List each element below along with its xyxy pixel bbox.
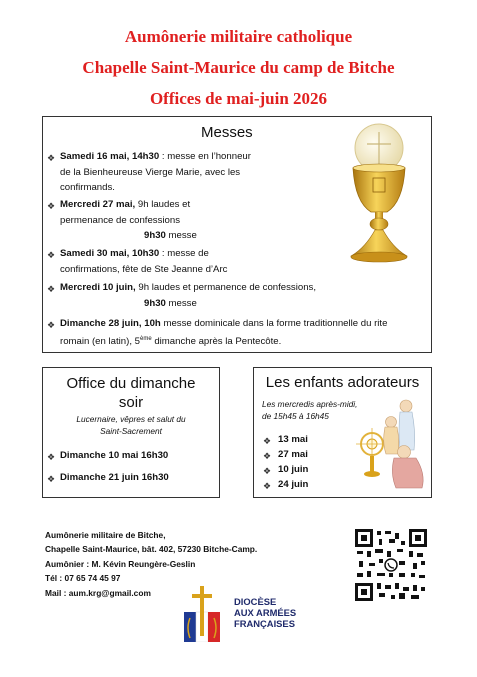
evening-title bbox=[43, 374, 219, 412]
bullet-icon: ❖ bbox=[47, 153, 56, 163]
mass-item-3-date: Samedi 30 mai, 10h30 bbox=[60, 248, 160, 259]
diocese-logo bbox=[180, 584, 320, 642]
children-subtitle-line-2: de 15h45 à 16h45 bbox=[262, 411, 329, 421]
mass-item-4-time: 9h30 bbox=[144, 297, 166, 309]
mass-item-4-extra: messe bbox=[165, 297, 197, 309]
children-date-3: 10 juin bbox=[278, 464, 309, 475]
contact-phone: Tél : 07 65 74 45 97 bbox=[45, 573, 121, 584]
bullet-icon: ❖ bbox=[47, 201, 56, 211]
mass-item-2-extra: messe bbox=[165, 230, 197, 241]
children-subtitle-line-1: Les mercredis après-midi, bbox=[262, 399, 358, 409]
evening-title-line-1: Office du dimanche bbox=[66, 375, 196, 392]
header-line-3: Offices de mai-juin 2026 bbox=[149, 89, 328, 108]
evening-title-line-2: soir bbox=[118, 394, 144, 411]
mass-item-5-sup: ème bbox=[139, 335, 152, 342]
bullet-icon: ❖ bbox=[47, 452, 56, 462]
children-date-1: 13 mai bbox=[278, 434, 308, 445]
diocese-logo-line-1: DIOCÈSE bbox=[234, 596, 277, 607]
bullet-icon: ❖ bbox=[47, 284, 56, 294]
mass-item-2-time: 9h30 bbox=[144, 230, 166, 241]
diocese-logo-line-2: AUX ARMÉES bbox=[234, 607, 297, 618]
bullet-icon: ❖ bbox=[47, 250, 56, 260]
mass-item-5-cont-post: dimanche après la Pentecôte. bbox=[151, 335, 282, 347]
mass-item-5-cont-pre: romain (en latin), 5 bbox=[60, 335, 140, 347]
diocese-logo-line-3: FRANÇAISES bbox=[234, 618, 295, 629]
mass-item-4-date: Mercredi 10 juin, bbox=[60, 282, 136, 293]
contact-line-2: Chapelle Saint-Maurice, bât. 402, 57230 Bitche-Camp. bbox=[45, 544, 258, 555]
contact-line-3: Aumônier : M. Kévin Reungère-Geslin bbox=[45, 558, 196, 569]
cross-flag-icon bbox=[180, 584, 230, 642]
bullet-icon: ❖ bbox=[263, 481, 272, 491]
mass-item-2-cont-1: permenance de confessions bbox=[60, 214, 180, 226]
qr-code-icon bbox=[355, 529, 427, 601]
children-date-4: 24 juin bbox=[278, 479, 309, 490]
chalice-icon bbox=[335, 120, 425, 280]
mass-item-4 bbox=[60, 280, 316, 311]
mass-item-1-cont-1: de la Bienheureuse Vierge Marie, avec les bbox=[60, 166, 241, 178]
bullet-icon: ❖ bbox=[47, 320, 56, 330]
mass-item-5-date: Dimanche 28 juin, 10h bbox=[60, 318, 161, 329]
mass-item-2-text: 9h laudes et bbox=[135, 199, 191, 210]
evening-item-1: Dimanche 10 mai 16h30 bbox=[60, 450, 169, 461]
evening-item-2: Dimanche 21 juin 16h30 bbox=[60, 472, 169, 483]
mass-item-1-date: Samedi 16 mai, 14h30 bbox=[60, 151, 160, 162]
evening-subtitle-line-1: Lucernaire, vêpres et salut du bbox=[76, 414, 186, 424]
contact-line-1: Aumônerie militaire de Bitche, bbox=[45, 530, 166, 540]
evening-office-box bbox=[42, 367, 220, 498]
children-date-2: 27 mai bbox=[278, 449, 308, 460]
mass-item-1-cont-2: confirmands. bbox=[60, 182, 115, 193]
masses-title: Messes bbox=[201, 124, 253, 141]
masses-box bbox=[42, 116, 432, 353]
evening-subtitle bbox=[43, 413, 219, 437]
diocese-logo-text bbox=[234, 596, 296, 629]
children-title: Les enfants adorateurs bbox=[265, 374, 420, 391]
mass-item-5-text: messe dominicale dans la forme traditionnelle du rite bbox=[160, 318, 388, 329]
mass-item-3 bbox=[60, 246, 227, 277]
header-line-1: Aumônerie militaire catholique bbox=[124, 27, 353, 46]
mass-item-1 bbox=[60, 149, 251, 196]
mass-item-5 bbox=[60, 316, 430, 349]
mass-item-1-text: : messe en l’honneur bbox=[159, 151, 251, 162]
bullet-icon: ❖ bbox=[47, 474, 56, 484]
bullet-icon: ❖ bbox=[263, 451, 272, 461]
bullet-icon: ❖ bbox=[263, 466, 272, 476]
mass-item-2-date: Mercredi 27 mai, bbox=[60, 199, 136, 210]
contact-email: Mail : aum.krg@gmail.com bbox=[45, 587, 151, 598]
mass-item-2 bbox=[60, 197, 197, 244]
evening-subtitle-line-2: Saint-Sacrement bbox=[100, 426, 162, 436]
children-adorers-box bbox=[253, 367, 432, 498]
mass-item-3-cont-1: confirmations, fête de Ste Jeanne d’Arc bbox=[60, 263, 228, 275]
header-line-2: Chapelle Saint-Maurice du camp de Bitche bbox=[82, 58, 395, 77]
children-adoring-illustration bbox=[342, 392, 430, 492]
bullet-icon: ❖ bbox=[263, 436, 272, 446]
mass-item-4-text: 9h laudes et permanence de confessions, bbox=[135, 282, 316, 293]
mass-item-3-text: : messe de bbox=[159, 248, 209, 259]
